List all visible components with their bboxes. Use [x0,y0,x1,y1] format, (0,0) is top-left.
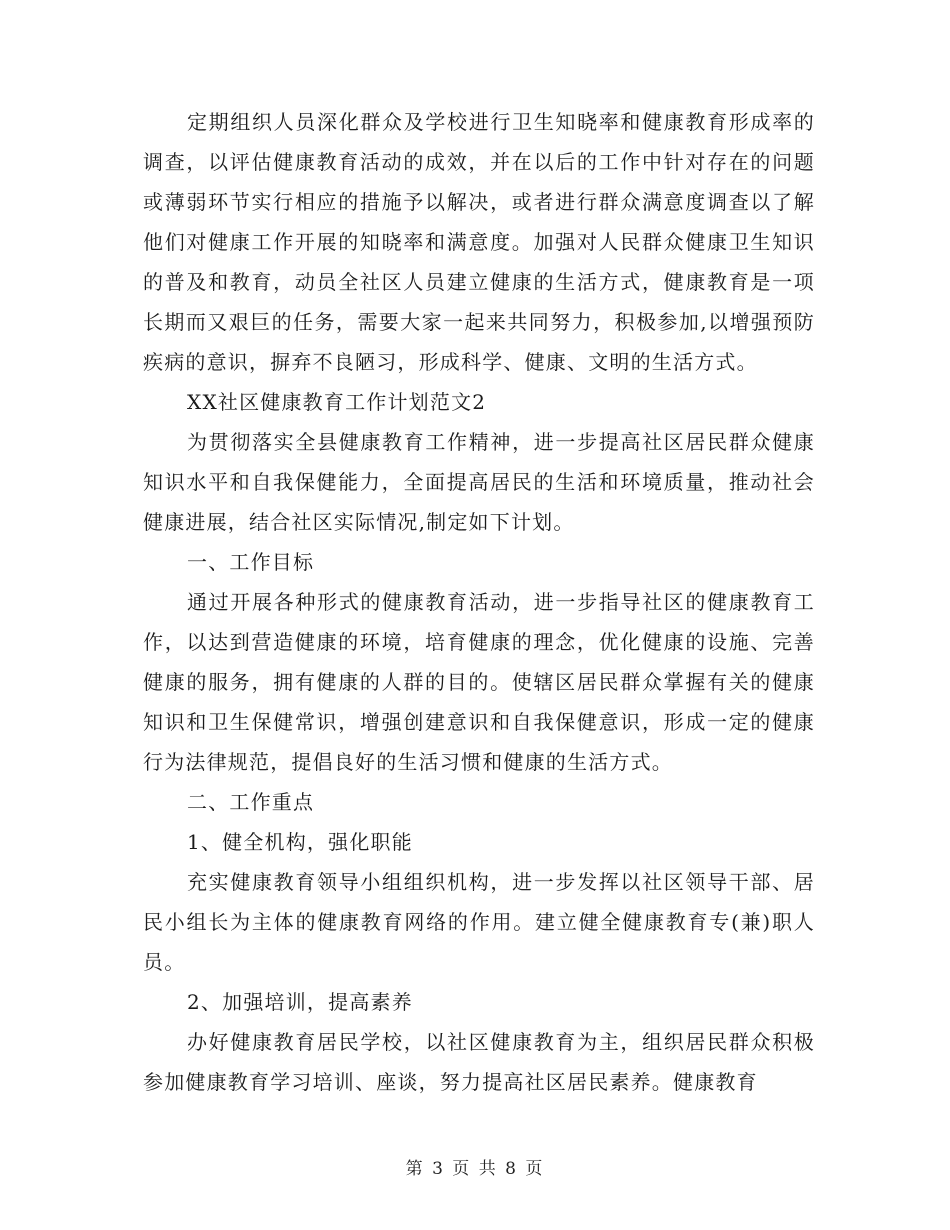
paragraph-intro: 为贯彻落实全县健康教育工作精神，进一步提高社区居民群众健康知识水平和自我保健能力，全面提高居民的生活和环境质量，推动社会健康进展，结合社区实际情况,制定如下计划。 [143,430,815,534]
page-number-footer: 第 3 页 共 8 页 [405,1159,545,1179]
subheading-organization: 1、健全机构，强化职能 [187,830,413,854]
document-body [143,102,815,1102]
subheading-training: 2、加强培训，提高素养 [187,990,413,1014]
heading-work-goals: 一、工作目标 [187,550,315,574]
paragraph-organization: 充实健康教育领导小组组织机构，进一步发挥以社区领导干部、居民小组长为主体的健康教育网络的作用。建立健全健康教育专(兼)职人员。 [143,870,815,974]
heading-work-focus: 二、工作重点 [187,790,315,814]
section-title-plan-2: XX社区健康教育工作计划范文2 [187,390,487,414]
paragraph-goals: 通过开展各种形式的健康教育活动，进一步指导社区的健康教育工作，以达到营造健康的环境，培育健康的理念，优化健康的设施、完善健康的服务，拥有健康的人群的目的。使辖区居民群众掌握有关的健康知识和卫生保健常识，增强创建意识和自我保健意识，形成一定的健康行为法律规范，提倡良好的生活习惯和健康的生活方式。 [143,590,815,774]
paragraph-training: 办好健康教育居民学校，以社区健康教育为主，组织居民群众积极参加健康教育学习培训、座谈，努力提高社区居民素养。健康教育 [143,1030,815,1094]
paragraph-survey: 定期组织人员深化群众及学校进行卫生知晓率和健康教育形成率的调查，以评估健康教育活动的成效，并在以后的工作中针对存在的问题或薄弱环节实行相应的措施予以解决，或者进行群众满意度调查以了解他们对健康工作开展的知晓率和满意度。加强对人民群众健康卫生知识的普及和教育，动员全社区人员建立健康的生活方式，健康教育是一项长期而又艰巨的任务，需要大家一起来共同努力，积极参加,以增强预防疾病的意识，摒弃不良陋习，形成科学、健康、文明的生活方式。 [143,110,815,374]
